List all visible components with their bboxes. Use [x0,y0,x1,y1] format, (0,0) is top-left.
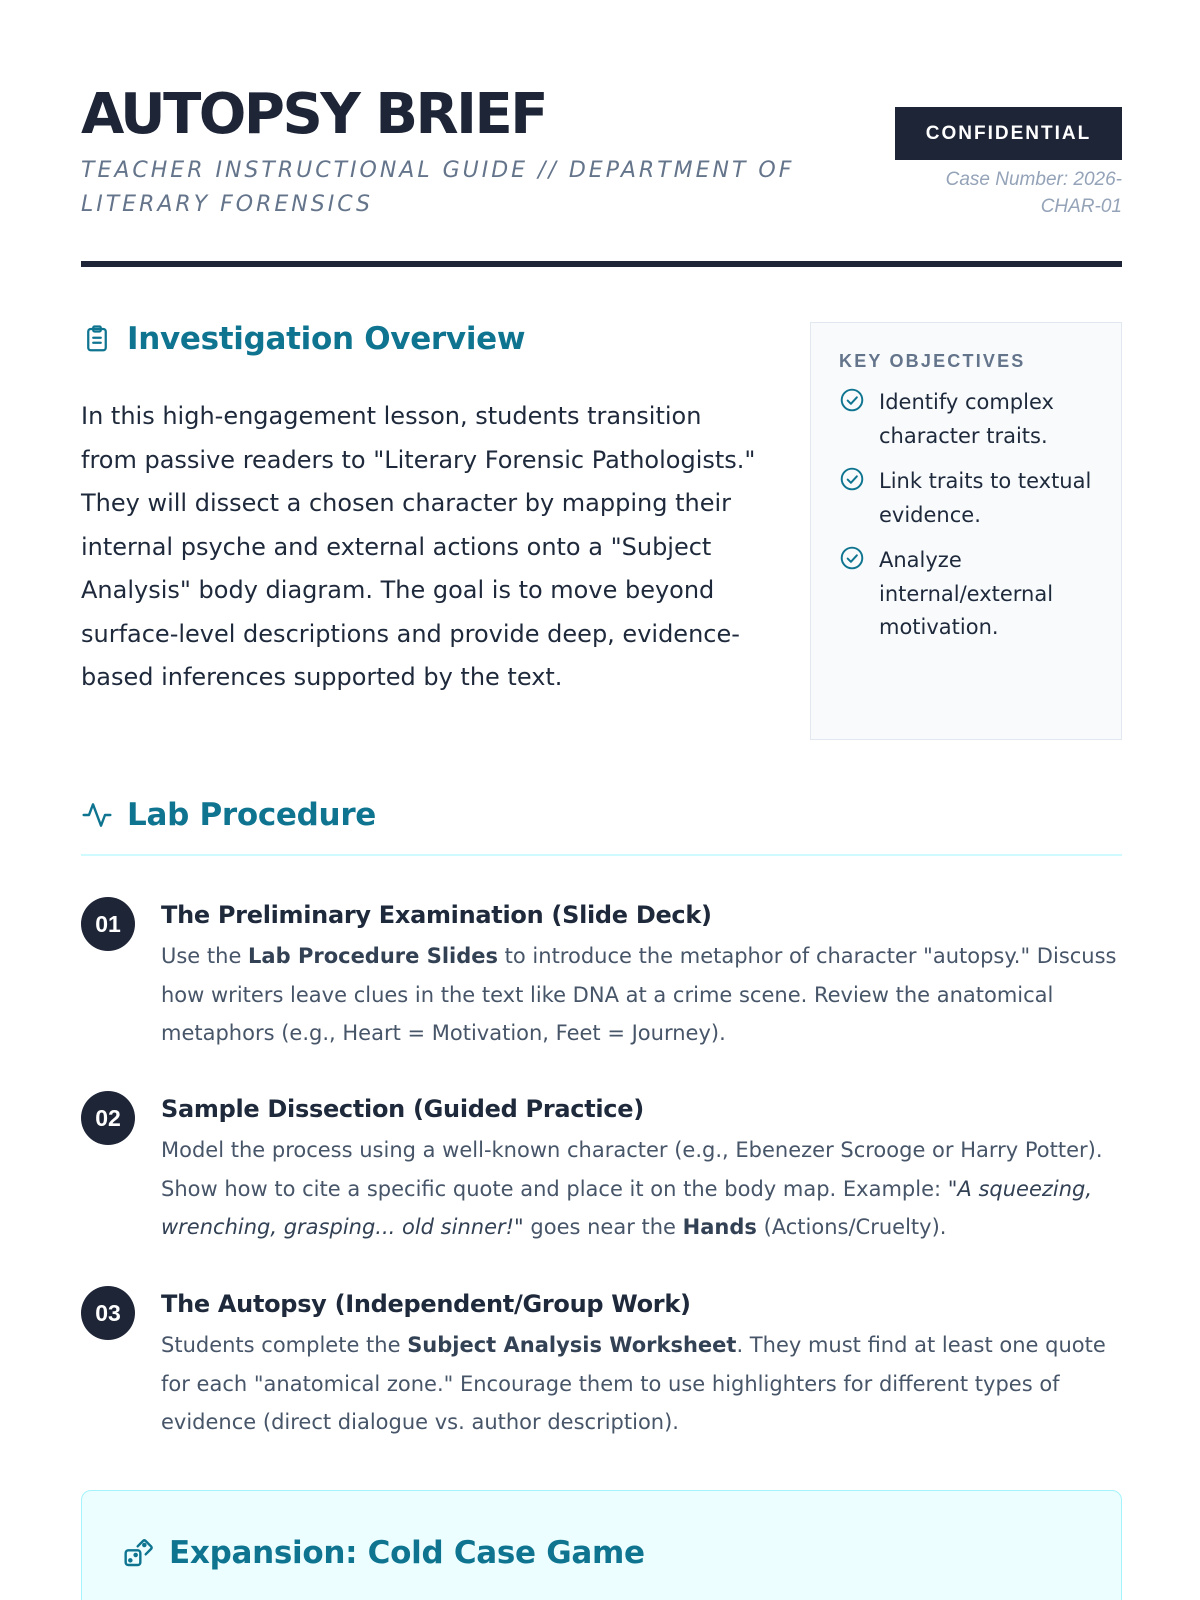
key-objectives-title: KEY OBJECTIVES [839,351,1026,371]
step-title: Sample Dissection (Guided Practice) [161,1095,644,1123]
objective-item [839,465,1121,532]
check-circle-icon [839,466,865,492]
expansion-heading [123,1535,645,1571]
step-title: The Preliminary Examination (Slide Deck) [161,901,712,929]
step-title: The Autopsy (Independent/Group Work) [161,1290,691,1318]
key-objectives-box [810,322,1122,740]
expansion-heading-label: Expansion: Cold Case Game [169,1535,645,1571]
lab-procedure-heading [81,797,376,833]
page-title: AUTOPSY BRIEF [81,82,546,147]
step-body: Model the process using a well-known character (e.g., Ebenezer Scrooge or Harry Potter). Show how to cite a specific quote and place it on the body map. Example: "A squeezing, wrenching, grasping... old sinner!" goes near the Hands (Actions/Cruelty). [161,1138,1103,1239]
objective-text: Link traits to textual evidence. [879,469,1092,527]
page-subtitle: TEACHER INSTRUCTIONAL GUIDE // DEPARTMENT OF LITERARY FORENSICS [81,158,795,217]
objective-item [839,544,1121,645]
case-number: Case Number: 2026-CHAR-01 [945,169,1122,217]
clipboard-icon [81,323,113,355]
dice-icon [123,1537,155,1569]
objective-text: Analyze internal/external motivation. [879,548,1054,639]
step-body: Students complete the Subject Analysis Worksheet. They must find at least one quote for each "anatomical zone." Encourage them to use highlighters for different types of evidence (direct dialogue vs. author description). [161,1333,1106,1434]
confidential-badge: CONFIDENTIAL [895,107,1122,160]
step-emphasis: Subject Analysis Worksheet [407,1333,737,1357]
step-number: 02 [81,1091,135,1145]
lab-procedure-heading-label: Lab Procedure [127,797,377,833]
pulse-icon [81,799,113,831]
objective-item [839,386,1121,453]
overview-text: In this high-engagement lesson, students transition from passive readers to "Literary Forensic Pathologists." They will dissect a chosen character by mapping their internal psyche and external actions onto a "Subject Analysis" body diagram. The goal is to move beyond surface-level descriptions and provide deep, evidence-based inferences supported by the text. [81,402,756,691]
document-page [81,0,1122,1571]
check-circle-icon [839,387,865,413]
expansion-box [81,1490,1122,1600]
objective-text: Identify complex character traits. [879,390,1054,448]
lab-procedure-divider [81,854,1122,856]
overview-heading-label: Investigation Overview [127,321,526,357]
step-number: 03 [81,1286,135,1340]
overview-heading [81,321,525,357]
step-number: 01 [81,897,135,951]
check-circle-icon [839,545,865,571]
step-emphasis: Lab Procedure Slides [248,944,498,968]
step-body: Use the Lab Procedure Slides to introduce the metaphor of character "autopsy." Discuss how writers leave clues in the text like DNA at a crime scene. Review the anatomical metaphors (e.g., Heart = Motivation, Feet = Journey). [161,944,1117,1045]
step-quote: "A squeezing, wrenching, grasping... old sinner!" [161,1176,1093,1239]
header-divider [81,261,1122,267]
header [81,0,1122,268]
step-emphasis: Hands [682,1215,757,1239]
